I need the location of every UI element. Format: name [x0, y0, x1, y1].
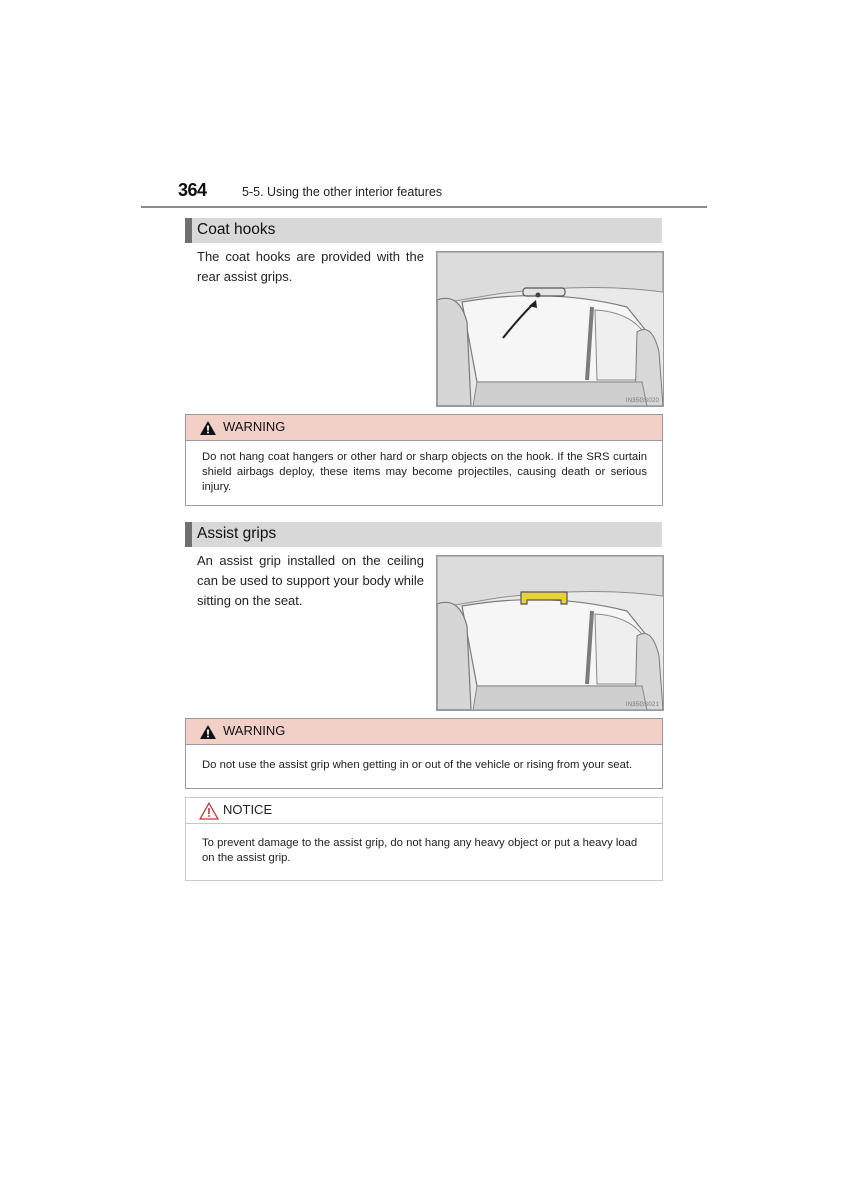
warning-text: Do not use the assist grip when getting in or out of the vehicle or rising from your seat.	[202, 759, 633, 771]
notice-label: NOTICE	[223, 802, 273, 817]
warning-box	[185, 414, 663, 506]
page-header	[178, 180, 708, 208]
section-title-bar	[185, 522, 662, 547]
section-accent	[185, 218, 192, 243]
header-rule	[141, 206, 707, 208]
car-interior-drawing	[437, 252, 663, 406]
figure-code: IN35GS020	[625, 398, 659, 404]
notice-box	[185, 797, 663, 881]
section-path: 5-5. Using the other interior features	[242, 185, 443, 199]
warning-header	[186, 415, 662, 441]
warning-header	[186, 719, 662, 745]
notice-header	[186, 798, 662, 824]
page-number: 364	[178, 180, 207, 200]
warning-label: WARNING	[223, 419, 286, 434]
section-text: The coat hooks are provided with the rear assist grips.	[197, 249, 424, 284]
section-title: Assist grips	[197, 525, 277, 542]
warning-triangle-icon	[199, 724, 217, 740]
notice-triangle-icon	[199, 802, 219, 820]
assist-grip-illustration	[436, 555, 664, 711]
warning-label: WARNING	[223, 723, 286, 738]
section-title: Coat hooks	[197, 221, 276, 238]
warning-triangle-icon	[199, 420, 217, 436]
warning-text: Do not hang coat hangers or other hard or sharp objects on the hook. If the SRS curtain shield airbags deploy, these items may become projectiles, causing death or serious injury.	[202, 451, 647, 493]
car-interior-drawing	[437, 556, 663, 710]
coat-hook-illustration	[436, 251, 664, 407]
section-title-bar	[185, 218, 662, 243]
figure-code: IN35GS021	[625, 702, 659, 708]
warning-box	[185, 718, 663, 789]
section-accent	[185, 522, 192, 547]
section-text: An assist grip installed on the ceiling can be used to support your body while sitting on the seat.	[197, 553, 424, 608]
notice-text: To prevent damage to the assist grip, do not hang any heavy object or put a heavy load on the assist grip.	[202, 837, 638, 864]
